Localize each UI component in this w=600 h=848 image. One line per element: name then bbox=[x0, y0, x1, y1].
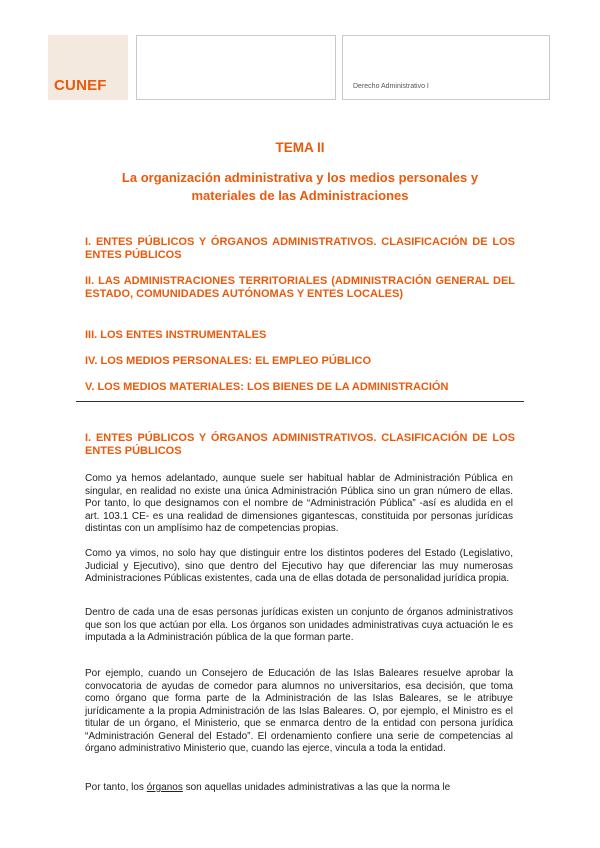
toc-item-2: II. LAS ADMINISTRACIONES TERRITORIALES (ADMINISTRACIÓN GENERAL DEL ESTADO, COMUNIDADES AUTÓNOMAS Y ENTES LOCALES) bbox=[85, 275, 515, 300]
section-heading: I. ENTES PÚBLICOS Y ÓRGANOS ADMINISTRATIVOS. CLASIFICACIÓN DE LOS ENTES PÚBLICOS bbox=[85, 432, 515, 457]
cunef-logo bbox=[48, 35, 128, 100]
course-name: Derecho Administrativo I bbox=[353, 83, 429, 90]
header-box-right bbox=[342, 35, 550, 100]
toc-item-1: I. ENTES PÚBLICOS Y ÓRGANOS ADMINISTRATIVOS. CLASIFICACIÓN DE LOS ENTES PÚBLICOS bbox=[85, 236, 515, 261]
toc-item-4: IV. LOS MEDIOS PERSONALES: EL EMPLEO PÚBLICO bbox=[85, 355, 372, 367]
page-header bbox=[48, 35, 550, 100]
paragraph-5-end: son aquellas unidades administrativas a las que la norma le bbox=[182, 782, 451, 793]
paragraph-5 bbox=[85, 782, 513, 795]
header-box-left bbox=[136, 35, 336, 100]
subtitle-line-2: materiales de las Administraciones bbox=[191, 188, 409, 203]
separator-line bbox=[76, 401, 524, 402]
organos-underlined: órganos bbox=[146, 782, 183, 793]
tema-title: TEMA II bbox=[275, 140, 325, 155]
toc-item-3: III. LOS ENTES INSTRUMENTALES bbox=[85, 329, 267, 341]
paragraph-4: Por ejemplo, cuando un Consejero de Educación de las Islas Baleares resuelve aprobar la convocatoria de ayudas de comedor para alumnos no universitarios, esa decisión, que toma como órgano que forma parte de la Administración de las Islas Baleares, se le atribuye jurídicamente a la propia Administración de las Islas Baleares. O, por ejemplo, el Ministro es el titular de un órgano, el Ministerio, que se enmarca dentro de la entidad con persona jurídica “Administración General del Estado”. El ordenamiento confiere una serie de competencias al órgano administrativo Ministerio que, cuando las ejerce, vincula a toda la entidad. bbox=[85, 668, 513, 754]
paragraph-5-start: Por tanto, los bbox=[85, 782, 147, 793]
subtitle-line-1: La organización administrativa y los medios personales y bbox=[121, 170, 479, 185]
toc-item-5: V. LOS MEDIOS MATERIALES: LOS BIENES DE LA ADMINISTRACIÓN bbox=[85, 381, 449, 393]
paragraph-3: Dentro de cada una de esas personas jurídicas existen un conjunto de órganos administrativos que son los que actúan por ella. Los órganos son unidades administrativas cuya actuación le es imputada a la Administración pública de la que forman parte. bbox=[85, 607, 513, 643]
logo-text: CUNEF bbox=[54, 77, 107, 94]
paragraph-2: Como ya vimos, no solo hay que distinguir entre los distintos poderes del Estado (Legislativo, Judicial y Ejecutivo), sino que dentro del Ejecutivo hay que diferenciar las muy numerosas Administraciones Públicas existentes, cada una de ellas dotada de personalidad jurídica propia. bbox=[85, 548, 513, 584]
paragraph-1: Como ya hemos adelantado, aunque suele ser habitual hablar de Administración Pública en singular, en realidad no existe una única Administración Pública sino un gran número de ellas. Por tanto, lo que designamos con el nombre de “Administración Pública” -así es aludida en el art. 103.1 CE- es una realidad de dimensiones gigantescas, constituida por personas jurídicas distintas con un amplísimo haz de competencias propias. bbox=[85, 473, 513, 534]
document-subtitle bbox=[85, 169, 515, 205]
